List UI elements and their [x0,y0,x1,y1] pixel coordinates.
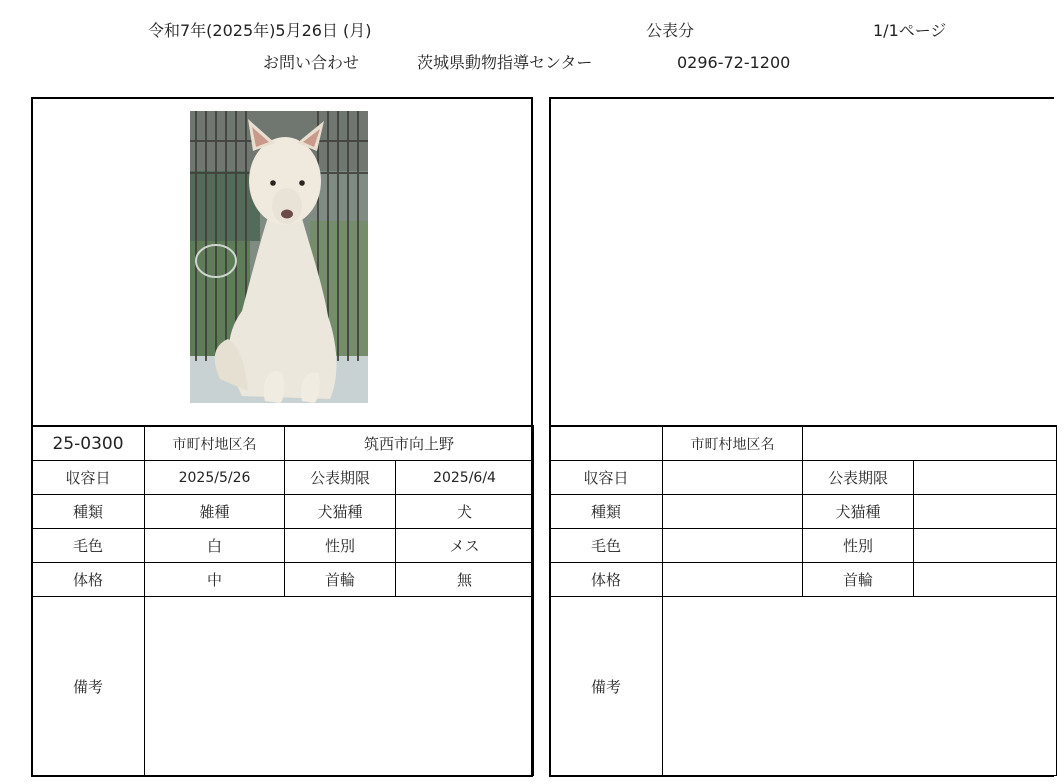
info-row-size [550,563,1057,597]
publish-date: 令和7年(2025年)5月26日 (月) [148,21,372,40]
label-kind: 種類 [550,495,663,529]
value-publish-deadline [914,461,1057,495]
contact-label: お問い合わせ [263,53,360,72]
page-indicator: 1/1ページ [873,21,947,40]
label-remarks: 備考 [32,597,145,776]
label-publish-deadline: 公表期限 [285,461,396,495]
info-row-id [32,426,534,461]
value-remarks [145,597,534,776]
label-collar: 首輪 [285,563,396,597]
value-color [663,529,803,563]
animal-photo[interactable] [190,111,368,403]
label-size: 体格 [550,563,663,597]
animal-id [550,426,663,461]
info-row-dates [550,461,1057,495]
value-publish-deadline: 2025/6/4 [396,461,534,495]
value-color: 白 [145,529,285,563]
animal-info-table-empty [549,425,1057,776]
value-species: 犬 [396,495,534,529]
value-area [803,426,1057,461]
animal-info-table [31,425,534,776]
publish-category: 公表分 [646,21,695,40]
label-color: 毛色 [32,529,145,563]
info-row-remarks [32,597,534,776]
value-kind: 雑種 [145,495,285,529]
label-publish-deadline: 公表期限 [803,461,914,495]
animal-card-1 [31,97,533,777]
photo-area-empty [551,99,1054,425]
photo-area [33,99,531,425]
animal-card-2 [549,97,1054,777]
label-area: 市町村地区名 [663,426,803,461]
info-row-dates [32,461,534,495]
value-sex: メス [396,529,534,563]
value-remarks [663,597,1057,776]
info-row-color [550,529,1057,563]
label-remarks: 備考 [550,597,663,776]
value-sex [914,529,1057,563]
value-collar [914,563,1057,597]
contact-phone: 0296-72-1200 [677,53,791,72]
value-intake-date: 2025/5/26 [145,461,285,495]
info-row-color [32,529,534,563]
animal-id: 25-0300 [32,426,145,461]
label-species: 犬猫種 [285,495,396,529]
label-color: 毛色 [550,529,663,563]
label-size: 体格 [32,563,145,597]
info-row-kind [550,495,1057,529]
label-collar: 首輪 [803,563,914,597]
header-line-1 [0,18,1064,44]
header-line-2 [0,50,1064,76]
label-species: 犬猫種 [803,495,914,529]
value-size [663,563,803,597]
label-intake-date: 収容日 [550,461,663,495]
value-species [914,495,1057,529]
contact-organization: 茨城県動物指導センター [417,53,593,72]
label-intake-date: 収容日 [32,461,145,495]
value-collar: 無 [396,563,534,597]
info-row-kind [32,495,534,529]
label-sex: 性別 [803,529,914,563]
value-size: 中 [145,563,285,597]
value-intake-date [663,461,803,495]
label-sex: 性別 [285,529,396,563]
value-area: 筑西市向上野 [285,426,534,461]
info-row-id [550,426,1057,461]
label-kind: 種類 [32,495,145,529]
label-area: 市町村地区名 [145,426,285,461]
info-row-size [32,563,534,597]
value-kind [663,495,803,529]
info-row-remarks [550,597,1057,776]
